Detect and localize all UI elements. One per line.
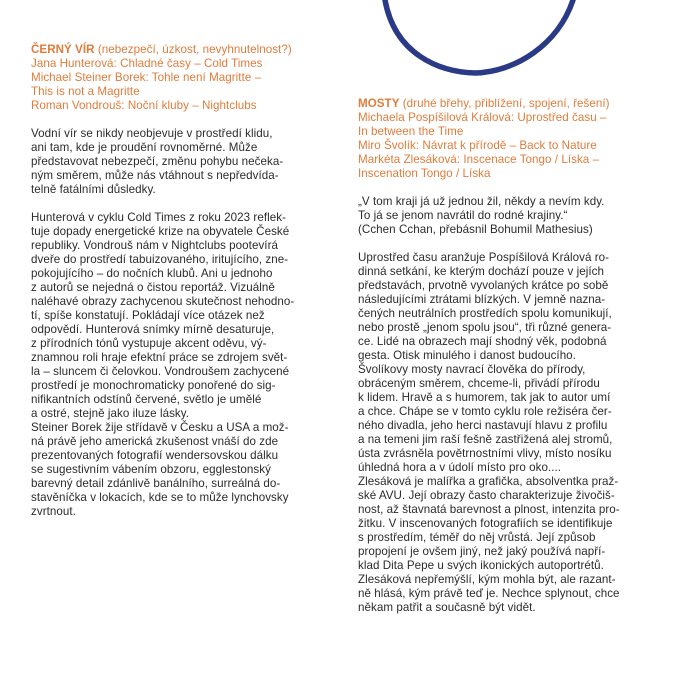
author-credit-steiner-borek: Michael Steiner Borek: Tohle není Magritte – This is not a Magritte — [31, 71, 262, 98]
section-cerny-vir — [31, 43, 331, 519]
section-heading — [358, 97, 668, 111]
section-subtitle: (nebezpečí, úzkost, nevyhnutelnost?) — [97, 43, 292, 56]
author-credit-zlesakova: Markéta Zlesáková: Inscenace Tongo / Líska – Inscenation Tongo / Líska — [358, 153, 600, 180]
body-paragraph: Hunterová v cyklu Cold Times z roku 2023 reflek- tuje dopady energetické krize na obyvatele České republiky. Vondrouš nám v Nightclubs pootevírá dveře do prostředí tabuizovaného, iritujícího, zne- pokojujícího – do nočních klubů. Ani u jednoho z autorů se nejedná o čistou reportáž. Vizuálně naléhavé obrazy zachycenou skutečnost nehodno- tí, spíše konstatují. Pokládají více otázek než odpovědí. Hunterová snímky mírně desaturuje, z přírodních tónů vystupuje akcent oděvu, vý- znamnou roli hraje efektní práce se zdrojem svět- la – sluncem či čelovkou. Vondroušem zachycené prostředí je monochromaticky ponořené do sig- nifikantních odstínů červené, světlo je umělé a ostré, stejně jako iluze lásky. Steiner Borek žije střídavě v Česku a USA a mož- ná právě jeho americká zkušenost vnáší do zde prezentovaných fotografií wendersovskou dálku se sugestivním vábením obzoru, egglestonský barevný detail zdánlivě banálního, surreálná do- stavěníčka v lokacích, kde se to může lynchovsky zvrtnout. — [31, 211, 295, 518]
body-paragraph: Uprostřed času aranžuje Pospíšilová Králová ro- dinná setkání, ke kterým dochází pouze v jejích představách, prvotně vyvolaných krátce po sobě následujícími ztrátami blízkých. V jemně nazna- čených neutrálních prostředích spolu komunikují, nebo prostě „jenom spolu jsou“, tři různé genera- ce. Lidé na obrazech mají shodný věk, podobná gesta. Otisk minulého i danost budoucího. Švolíkovy mosty navrací člověka do přírody, obráceným směrem, chceme-li, přivádí přírodu k lidem. Hravě a s humorem, tak jak to autor umí a chce. Chápe se v tomto cyklu role režiséra čer- ného divadla, jeho herci nastavují hlavu z profilu a na temeni jim raší fešně zastřižená alej stromů, ústa zvrásněla povětrnostními vlivy, místo nosíku úhledná hora a v údolí místo pro oko.... Zlesáková je malířka a grafička, absolventka praž- ské AVU. Její obrazy často charakterizuje živočiš- nost, až štavnatá barevnost a plnost, intenzita pro- žitku. V inscenovaných fotografiích se identifikuje s prostředím, téměř do něj vrůstá. Její způsob propojení je ovšem jiný, než jaký používá napří- klad Dita Pepe u svých ikonických autoportrétů. Zlesáková nepřemýšlí, kým mohla být, ale razant- ně hlásá, kým právě teď je. Nechce splynout, chce někam patřit a současně být vidět. — [358, 251, 620, 614]
author-credit-vondrous: Roman Vondrouš: Noční kluby – Nightclubs — [31, 99, 257, 112]
author-credit-svolik: Miro Švolík: Návrat k přírodě – Back to Nature — [358, 139, 597, 152]
section-title: MOSTY — [358, 97, 400, 110]
author-credit-pospisilova-kralova: Michaela Pospíšilová Králová: Uprostřed času – In between the Time — [358, 111, 607, 138]
author-credit-hunterova: Jana Hunterová: Chladné časy – Cold Times — [31, 57, 263, 70]
section-title: ČERNÝ VÍR — [31, 43, 95, 56]
section-mosty — [358, 97, 668, 615]
section-subtitle: (druhé břehy, přiblížení, spojení, řešení) — [402, 97, 610, 110]
poem-quote: „V tom kraji já už jednou žil, někdy a nevím kdy. To já se jenom navrátil do rodné krajiny.“ (Cchen Cchan, přebásnil Bohumil Mathesius) — [358, 195, 605, 236]
section-heading — [31, 43, 331, 57]
navy-ring-segment — [385, 0, 573, 73]
intro-paragraph: Vodní vír se nikdy neobjevuje v prostředí klidu, ani tam, kde je proudění rovnoměrné. Může představovat nebezpečí, změnu pohybu nečeka- ným směrem, může nás vtáhnout s nepředvída- telně fatálními důsledky. — [31, 127, 284, 196]
